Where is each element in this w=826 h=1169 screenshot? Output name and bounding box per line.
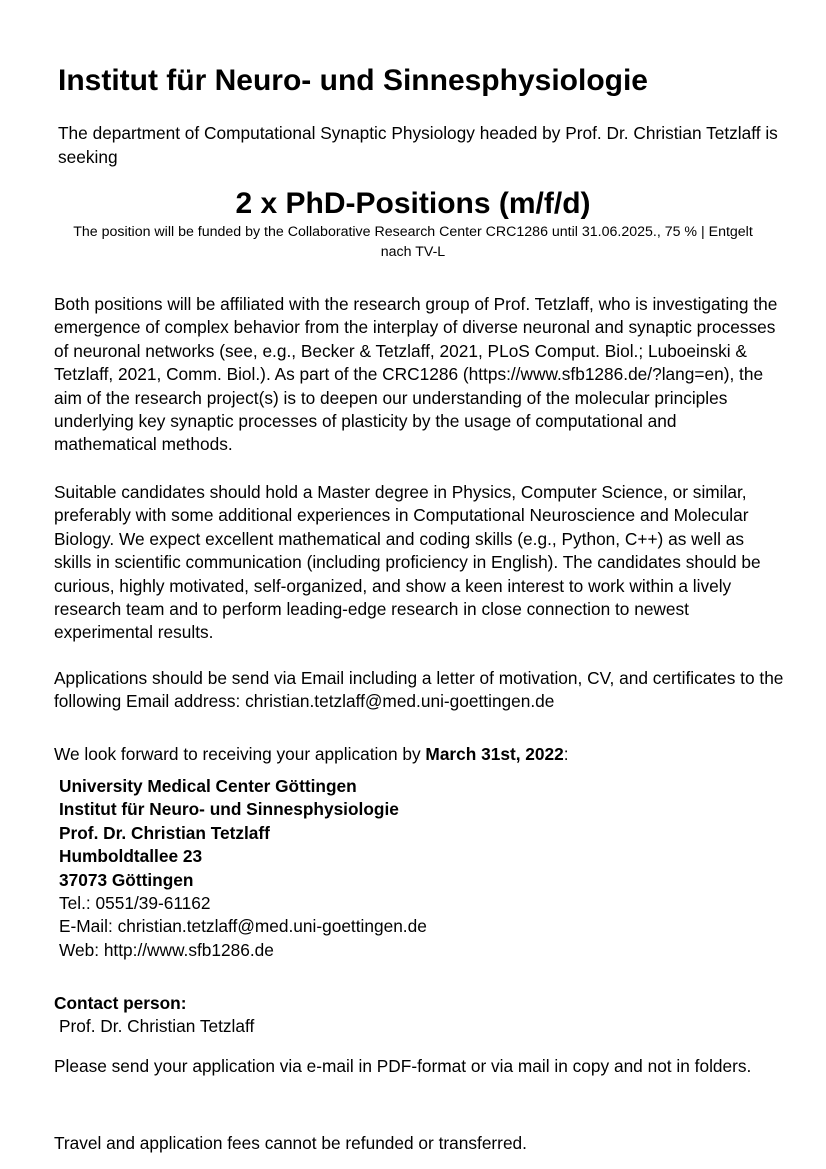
address-web: Web: http://www.sfb1286.de	[59, 939, 274, 960]
address-institute: Institut für Neuro- und Sinnesphysiologie	[59, 799, 399, 820]
requirements-paragraph: Suitable candidates should hold a Master degree in Physics, Computer Science, or similar, preferably with some additional experiences in Computational Neuroscience and Molecular Biology. We expect excellent mathematical and coding skills (e.g., Python, C++) as well as skills in scientific communication (including proficiency in English). The candidates should be curious, highly motivated, self-organized, and show a keen interest to work within a lively research team and to perform leading-edge research in close connection to newest experimental results.	[54, 482, 761, 643]
deadline-suffix: :	[563, 744, 569, 764]
deadline-line	[54, 742, 569, 766]
deadline-date: March 31st, 2022	[425, 744, 564, 764]
contact-heading: Contact person:	[54, 993, 187, 1013]
address-street: Humboldtallee 23	[59, 846, 203, 867]
address-email: E-Mail: christian.tetzlaff@med.uni-goettingen.de	[59, 916, 427, 937]
address-phone: Tel.: 0551/39-61162	[59, 893, 211, 914]
intro-text: The department of Computational Synaptic Physiology headed by Prof. Dr. Christian Tetzlaff is seeking	[58, 123, 778, 167]
address-person: Prof. Dr. Christian Tetzlaff	[59, 822, 270, 843]
application-paragraph: Applications should be send via Email including a letter of motivation, CV, and certificates to the following Email address: christian.tetzlaff@med.uni-goettingen.de	[54, 668, 784, 712]
deadline-prefix: We look forward to receiving your application by	[54, 744, 426, 764]
address-institution: University Medical Center Göttingen	[59, 776, 357, 796]
address-city: 37073 Göttingen	[59, 869, 194, 890]
page-title: Institut für Neuro- und Sinnesphysiologie	[58, 64, 648, 97]
position-heading: 2 x PhD-Positions (m/f/d)	[235, 187, 591, 220]
description-paragraph: Both positions will be affiliated with the research group of Prof. Tetzlaff, who is investigating the emergence of complex behavior from the interplay of diverse neuronal and synaptic processes of neuronal networks (see, e.g., Becker & Tetzlaff, 2021, PLoS Comput. Biol.; Luboeinski & Tetzlaff, 2021, Comm. Biol.). As part of the CRC1286 (https://www.sfb1286.de/?lang=en), the aim of the research project(s) is to deepen our understanding of the molecular principles underlying key synaptic processes of plasticity by the usage of computational and mathematical methods.	[54, 294, 778, 455]
funding-note: The position will be funded by the Collaborative Research Center CRC1286 until 31.06.2025., 75 % | Entgelt nach TV-L	[73, 224, 753, 260]
address-block	[59, 775, 427, 962]
contact-name: Prof. Dr. Christian Tetzlaff	[59, 1016, 255, 1036]
fees-note: Travel and application fees cannot be refunded or transferred.	[54, 1133, 527, 1153]
pdf-note: Please send your application via e-mail in PDF-format or via mail in copy and not in folders.	[54, 1056, 752, 1076]
